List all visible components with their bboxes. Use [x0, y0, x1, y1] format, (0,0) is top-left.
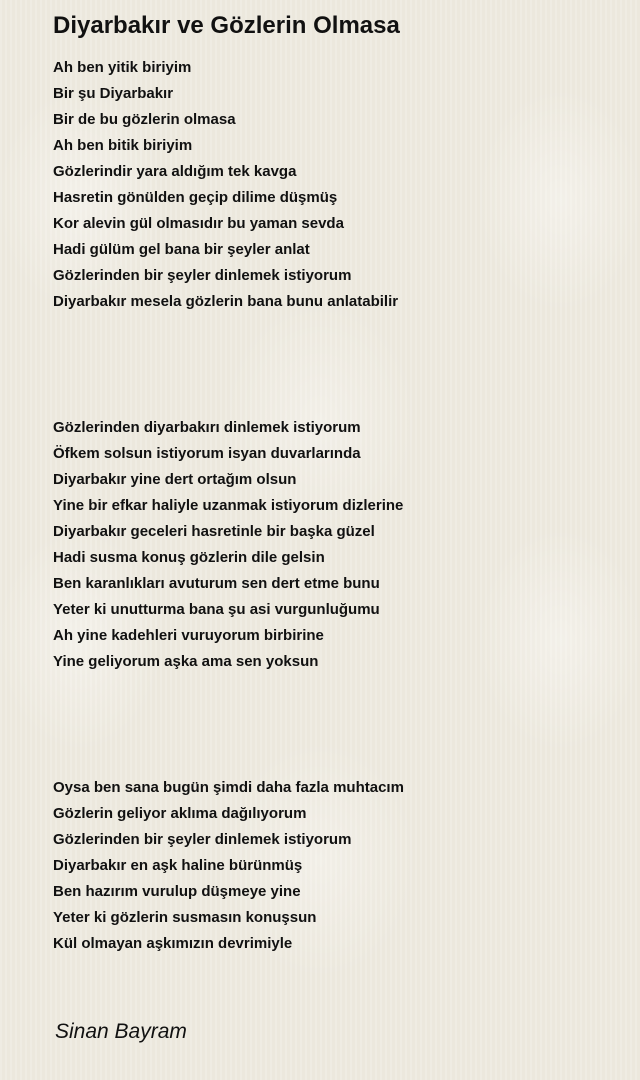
- poem-line: Gözlerinden bir şeyler dinlemek istiyorum: [53, 831, 352, 848]
- poem-line: Öfkem solsun istiyorum isyan duvarlarında: [53, 445, 361, 462]
- poem-line: Ah ben bitik biriyim: [53, 137, 193, 154]
- poem-line: Ah yine kadehleri vuruyorum birbirine: [53, 627, 324, 644]
- poem-line: Ben hazırım vurulup düşmeye yine: [53, 883, 301, 900]
- poem-author: Sinan Bayram: [55, 1020, 187, 1043]
- poem-line: Gözlerinden bir şeyler dinlemek istiyorum: [53, 267, 352, 284]
- poem-line: Hasretin gönülden geçip dilime düşmüş: [53, 189, 338, 206]
- poem-line: Yeter ki unutturma bana şu asi vurgunluğumu: [53, 601, 380, 618]
- poem-line: Gözlerin geliyor aklıma dağılıyorum: [53, 805, 307, 822]
- poem-line: Hadi susma konuş gözlerin dile gelsin: [53, 549, 325, 566]
- poem-line: Gözlerinden diyarbakırı dinlemek istiyorum: [53, 419, 361, 436]
- poem-line: Gözlerindir yara aldığım tek kavga: [53, 163, 297, 180]
- poem-line: Yeter ki gözlerin susmasın konuşsun: [53, 909, 317, 926]
- poem-line: Oysa ben sana bugün şimdi daha fazla muhtacım: [53, 779, 404, 796]
- stanza-3: [53, 775, 613, 957]
- poem-line: Ah ben yitik biriyim: [53, 59, 192, 76]
- poem-line: Bir şu Diyarbakır: [53, 85, 174, 102]
- poem-line: Ben karanlıkları avuturum sen dert etme bunu: [53, 575, 380, 592]
- poem-container: [53, 10, 613, 957]
- poem-line: Yine bir efkar haliyle uzanmak istiyorum dizlerine: [53, 497, 404, 514]
- poem-line: Diyarbakır en aşk haline bürünmüş: [53, 857, 303, 874]
- poem-line: Diyarbakır mesela gözlerin bana bunu anlatabilir: [53, 293, 399, 310]
- poem-line: Diyarbakır yine dert ortağım olsun: [53, 471, 297, 488]
- poem-title: Diyarbakır ve Gözlerin Olmasa: [53, 12, 400, 39]
- poem-line: Diyarbakır geceleri hasretinle bir başka güzel: [53, 523, 375, 540]
- poem-line: Kül olmayan aşkımızın devrimiyle: [53, 935, 293, 952]
- poem-line: Hadi gülüm gel bana bir şeyler anlat: [53, 241, 310, 258]
- stanza-2: [53, 415, 613, 675]
- poem-line: Yine geliyorum aşka ama sen yoksun: [53, 653, 319, 670]
- stanza-1: [53, 55, 613, 315]
- poem-line: Bir de bu gözlerin olmasa: [53, 111, 236, 128]
- poem-line: Kor alevin gül olmasıdır bu yaman sevda: [53, 215, 344, 232]
